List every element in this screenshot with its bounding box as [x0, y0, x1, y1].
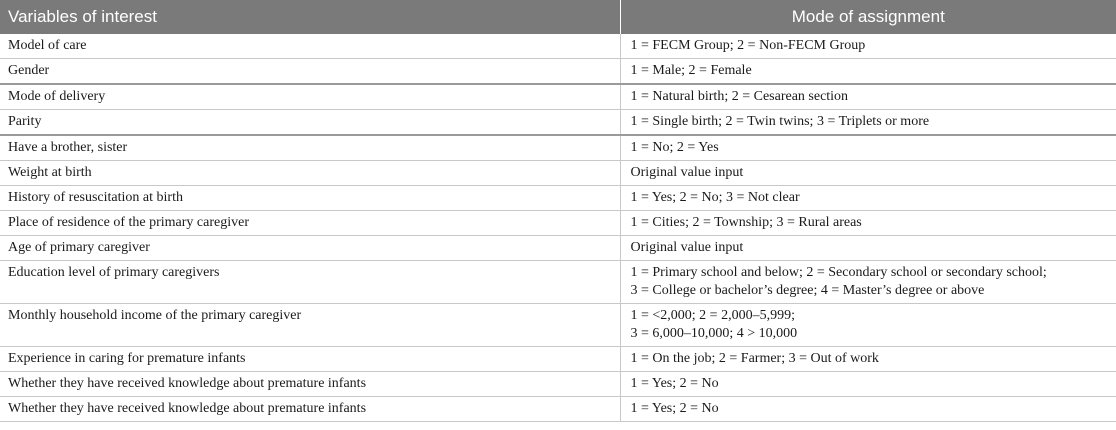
assignment-cell — [620, 347, 1116, 372]
assignment-cell — [620, 34, 1116, 59]
header-assignment: Mode of assignment — [620, 0, 1116, 34]
variable-cell: Whether they have received knowledge about premature infants — [0, 372, 620, 397]
table-row — [0, 236, 1116, 261]
header-variables: Variables of interest — [0, 0, 620, 34]
variable-cell: Model of care — [0, 34, 620, 59]
assignment-cell — [620, 397, 1116, 422]
assignment-line: Original value input — [630, 165, 744, 180]
assignment-line: Original value input — [630, 240, 744, 255]
assignment-cell — [620, 211, 1116, 236]
assignment-line: 1 = Yes; 2 = No — [630, 376, 719, 391]
table-row — [0, 161, 1116, 186]
assignment-cell — [620, 59, 1116, 85]
variable-cell: Age of primary caregiver — [0, 236, 620, 261]
variable-cell: Whether they have received knowledge about premature infants — [0, 397, 620, 422]
variable-cell: Weight at birth — [0, 161, 620, 186]
header-row — [0, 0, 1116, 34]
table-row — [0, 186, 1116, 211]
assignment-cell — [620, 236, 1116, 261]
table-row — [0, 135, 1116, 161]
table-body — [0, 34, 1116, 422]
assignment-line: 1 = Primary school and below; 2 = Secondary school or secondary school; — [630, 265, 1047, 280]
table-row — [0, 59, 1116, 85]
assignment-cell — [620, 186, 1116, 211]
variable-cell: History of resuscitation at birth — [0, 186, 620, 211]
variable-cell: Place of residence of the primary caregiver — [0, 211, 620, 236]
assignment-line: 1 = Yes; 2 = No; 3 = Not clear — [630, 190, 800, 205]
variable-cell: Parity — [0, 110, 620, 136]
variable-cell: Mode of delivery — [0, 84, 620, 110]
variable-cell: Education level of primary caregivers — [0, 261, 620, 304]
assignment-line: 1 = <2,000; 2 = 2,000–5,999; — [630, 308, 795, 323]
assignment-cell — [620, 261, 1116, 304]
table-row — [0, 304, 1116, 347]
variable-cell: Experience in caring for premature infants — [0, 347, 620, 372]
assignment-line: 1 = Single birth; 2 = Twin twins; 3 = Triplets or more — [630, 114, 930, 129]
table-row — [0, 211, 1116, 236]
table-row — [0, 110, 1116, 136]
assignment-cell — [620, 304, 1116, 347]
assignment-cell — [620, 84, 1116, 110]
assignment-cell — [620, 110, 1116, 136]
table-row — [0, 261, 1116, 304]
table-header — [0, 0, 1116, 34]
variable-cell: Gender — [0, 59, 620, 85]
table-row — [0, 347, 1116, 372]
table-row — [0, 372, 1116, 397]
assignment-cell — [620, 135, 1116, 161]
variable-cell: Monthly household income of the primary caregiver — [0, 304, 620, 347]
assignment-line: 1 = Male; 2 = Female — [630, 63, 752, 78]
assignment-line: 1 = On the job; 2 = Farmer; 3 = Out of work — [630, 351, 879, 366]
assignment-cell — [620, 372, 1116, 397]
assignment-line: 1 = Cities; 2 = Township; 3 = Rural areas — [630, 215, 862, 230]
assignment-line: 1 = Yes; 2 = No — [630, 401, 719, 416]
assignment-line: 3 = 6,000–10,000; 4 > 10,000 — [630, 326, 798, 341]
assignment-line: 1 = No; 2 = Yes — [630, 140, 719, 155]
assignment-line: 3 = College or bachelor’s degree; 4 = Master’s degree or above — [630, 283, 985, 298]
table-row — [0, 34, 1116, 59]
assignment-line: 1 = Natural birth; 2 = Cesarean section — [630, 89, 849, 104]
assignment-cell — [620, 161, 1116, 186]
assignment-line: 1 = FECM Group; 2 = Non-FECM Group — [630, 38, 866, 53]
variable-cell: Have a brother, sister — [0, 135, 620, 161]
table-row — [0, 84, 1116, 110]
table-row — [0, 397, 1116, 422]
